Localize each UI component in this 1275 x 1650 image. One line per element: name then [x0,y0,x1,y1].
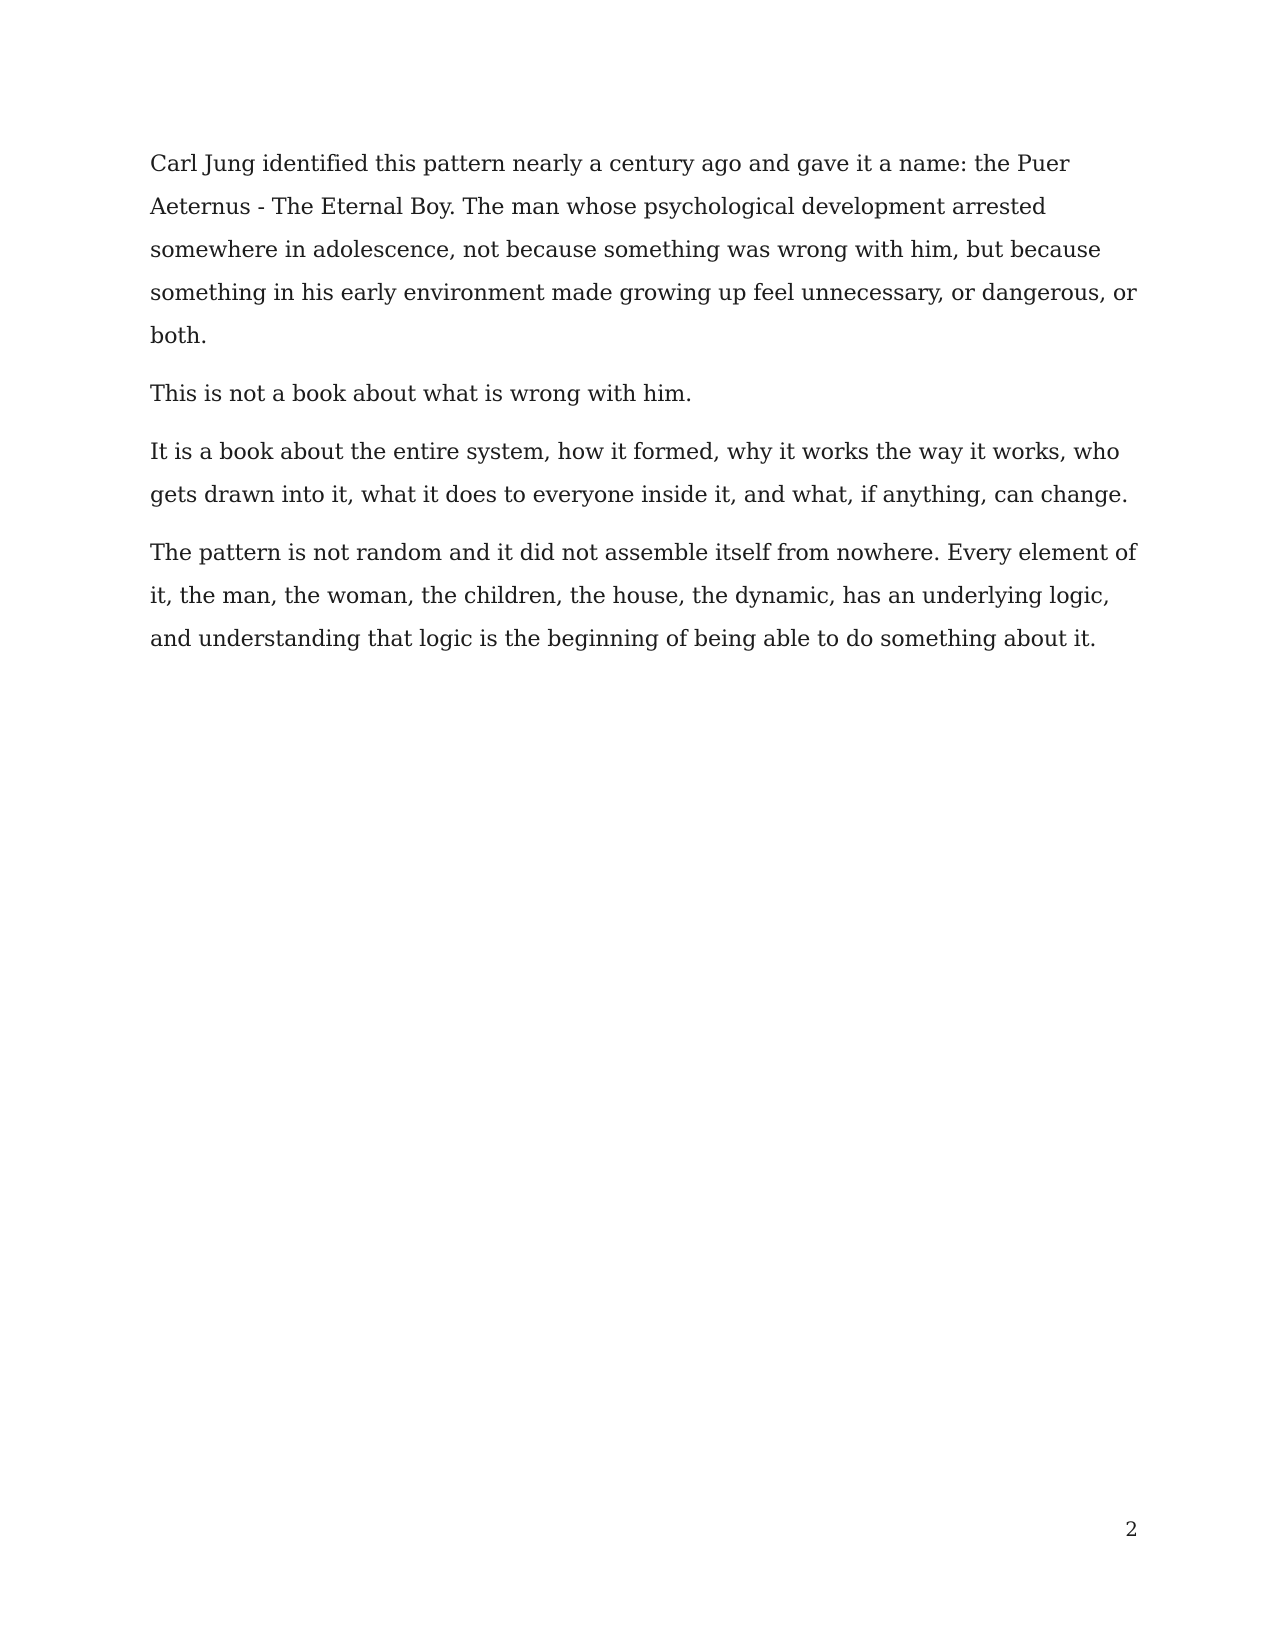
paragraph-underlying-logic: The pattern is not random and it did not assemble itself from nowhere. Every element of it, the man, the woman, the children, the house, the dynamic, has an underlying logic, and understanding that logic is the beginning of being able to do something about it. [150,540,1137,652]
page-number: 2 [1125,1517,1138,1541]
paragraph-not-about-him: This is not a book about what is wrong with him. [150,381,692,407]
body-text [150,143,1140,676]
paragraph-entire-system: It is a book about the entire system, how it formed, why it works the way it works, who gets drawn into it, what it does to everyone inside it, and what, if anything, can change. [150,439,1129,508]
paragraph-puer-aeternus: Carl Jung identified this pattern nearly a century ago and gave it a name: the Puer Aeternus - The Eternal Boy. The man whose psychological development arrested somewhere in adolescence, not because something was wrong with him, but because something in his early environment made growing up feel unnecessary, or dangerous, or both. [150,151,1137,349]
